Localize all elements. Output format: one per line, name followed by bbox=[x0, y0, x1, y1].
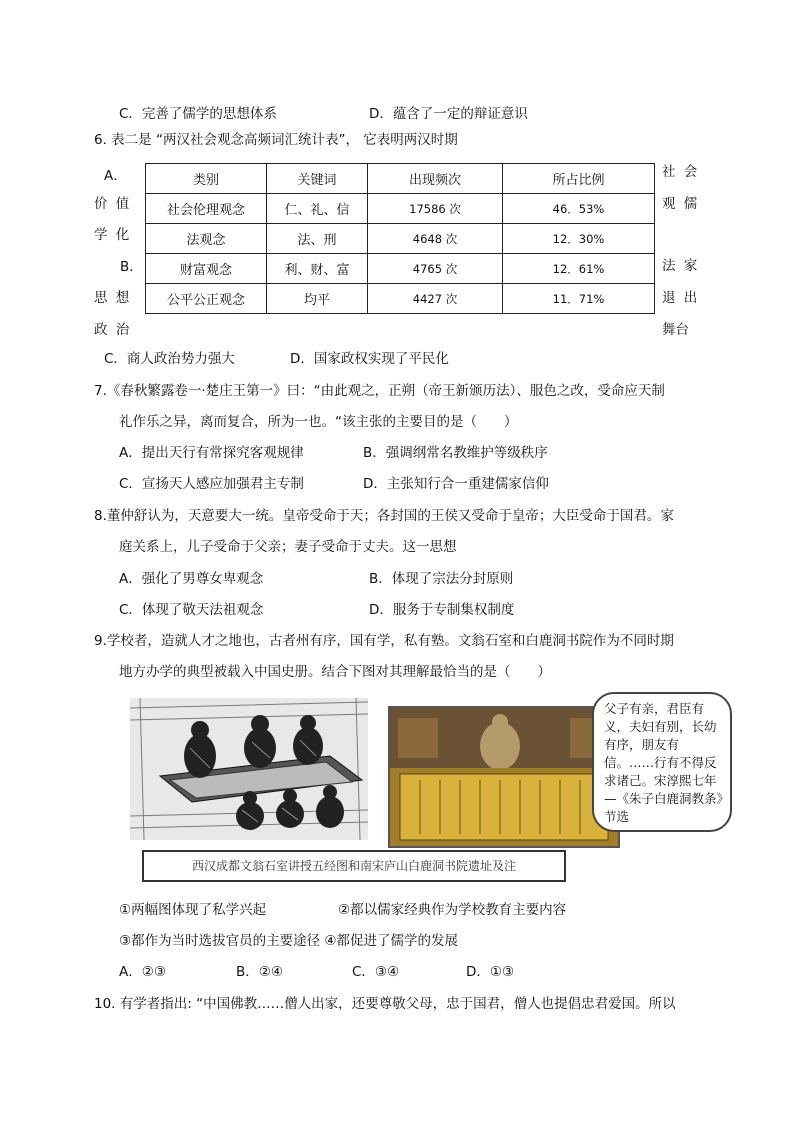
table-cell: 4648 次 bbox=[368, 224, 503, 254]
q9-stem-line-1: 9.学校者，造就人才之地也，古者州有序，国有学，私有塾。文翁石室和白鹿洞书院作为不同时期 bbox=[94, 633, 674, 649]
table-cell: 财富观念 bbox=[146, 254, 267, 284]
q8-stem-line-1: 8.董仲舒认为，天意要大一统。皇帝受命于天；各封国的王侯又受命于皇帝；大臣受命于国君。家 bbox=[94, 508, 674, 524]
q6-statistics-table bbox=[145, 163, 655, 314]
table-cell: 仁、礼、信 bbox=[267, 194, 368, 224]
q7-stem-line-1: 7.《春秋繁露卷一·楚庄王第一》曰：“由此观之，正朔（帝王新颁历法）、服色之改，受命应天制 bbox=[94, 383, 665, 399]
q8-option-a: A．强化了男尊女卑观念 bbox=[119, 571, 264, 587]
q6-side-right-3: 法 家 bbox=[662, 258, 700, 274]
q8-stem-line-2: 庭关系上，儿子受命于父亲；妻子受命于丈夫。这一思想 bbox=[119, 539, 457, 555]
q9-item-2: ②都以儒家经典作为学校教育主要内容 bbox=[338, 902, 567, 918]
table-cell: 46．53% bbox=[503, 194, 655, 224]
q9-option-a: A．②③ bbox=[119, 964, 166, 980]
q9-item-1: ①两幅图体现了私学兴起 bbox=[119, 902, 267, 918]
table-row bbox=[146, 194, 655, 224]
table-header-cell: 关键词 bbox=[267, 164, 368, 194]
q7-option-d: D．主张知行合一重建儒家信仰 bbox=[363, 476, 549, 492]
q7-option-a: A．提出天行有常探究客观规律 bbox=[119, 445, 304, 461]
table-cell: 4427 次 bbox=[368, 284, 503, 314]
q9-option-c: C．③④ bbox=[352, 964, 400, 980]
table-cell: 法、刑 bbox=[267, 224, 368, 254]
q6-side-left-2: 价 值 bbox=[94, 196, 132, 212]
table-cell: 均平 bbox=[267, 284, 368, 314]
table-header-cell: 所占比例 bbox=[503, 164, 655, 194]
q9-stem-line-2: 地方办学的典型被载入中国史册。结合下图对其理解最恰当的是（ ） bbox=[119, 664, 551, 680]
table-cell: 17586 次 bbox=[368, 194, 503, 224]
q6-side-left-5: 思 想 bbox=[94, 290, 132, 306]
q5-option-d: D．蕴含了一定的辩证意识 bbox=[369, 106, 528, 122]
q6-side-right-5: 舞台 bbox=[662, 322, 689, 338]
table-cell: 11．71% bbox=[503, 284, 655, 314]
q6-side-right-1: 社 会 bbox=[662, 164, 700, 180]
q6-side-right-4: 退 出 bbox=[662, 290, 700, 306]
q8-option-c: C．体现了敬天法祖观念 bbox=[119, 602, 264, 618]
table-row bbox=[146, 224, 655, 254]
q6-side-left-1: A． bbox=[104, 168, 127, 184]
q7-option-b: B．强调纲常名教维护等级秩序 bbox=[363, 445, 548, 461]
table-cell: 12．30% bbox=[503, 224, 655, 254]
table-header-cell: 类别 bbox=[146, 164, 267, 194]
q10-stem-line-1: 10. 有学者指出: “中国佛教……僧人出家，还要尊敬父母，忠于国君，僧人也提倡忠君爱国。所以 bbox=[94, 996, 676, 1012]
q8-option-d: D．服务于专制集权制度 bbox=[369, 602, 515, 618]
table-cell: 社会伦理观念 bbox=[146, 194, 267, 224]
figure-caption: 西汉成都文翁石室讲授五经图和南宋庐山白鹿洞书院遗址及注 bbox=[142, 850, 566, 882]
q9-item-3-4: ③都作为当时选拔官员的主要途径 ④都促进了儒学的发展 bbox=[119, 933, 458, 949]
table-cell: 利、财、富 bbox=[267, 254, 368, 284]
quote-speech-bubble: 父子有亲，君臣有义，夫妇有别，长幼有序，朋友有信。……行有不得反求诸己。宋淳熙七年—《朱子白鹿洞教条》节选 bbox=[592, 692, 732, 832]
table-cell: 法观念 bbox=[146, 224, 267, 254]
wenweng-stone-house-illustration bbox=[130, 698, 368, 840]
q9-option-d: D．①③ bbox=[466, 964, 515, 980]
table-header-cell: 出现频次 bbox=[368, 164, 503, 194]
q7-option-c: C．宣扬天人感应加强君主专制 bbox=[119, 476, 304, 492]
table-header-row bbox=[146, 164, 655, 194]
q6-side-right-2: 观 儒 bbox=[662, 196, 700, 212]
q8-option-b: B．体现了宗法分封原则 bbox=[369, 571, 514, 587]
q6-stem: 6. 表二是 “两汉社会观念高频词汇统计表”， 它表明两汉时期 bbox=[94, 132, 458, 148]
table-cell: 12．61% bbox=[503, 254, 655, 284]
table-cell: 公平公正观念 bbox=[146, 284, 267, 314]
table-cell: 4765 次 bbox=[368, 254, 503, 284]
table-row bbox=[146, 284, 655, 314]
q6-side-left-4: B． bbox=[120, 259, 143, 275]
q7-stem-line-2: 礼作乐之异，离而复合，所为一也。“该主张的主要目的是（ ） bbox=[119, 414, 518, 430]
q5-option-c: C．完善了儒学的思想体系 bbox=[119, 106, 277, 122]
q6-option-d: D．国家政权实现了平民化 bbox=[290, 351, 449, 367]
q9-option-b: B．②④ bbox=[236, 964, 283, 980]
bailudong-academy-photo bbox=[388, 706, 620, 848]
table-row bbox=[146, 254, 655, 284]
q9-figure bbox=[126, 692, 736, 888]
q6-side-left-3: 学 化 bbox=[94, 227, 132, 243]
q6-side-left-6: 政 治 bbox=[94, 322, 132, 338]
q6-option-c: C．商人政治势力强大 bbox=[104, 351, 235, 367]
